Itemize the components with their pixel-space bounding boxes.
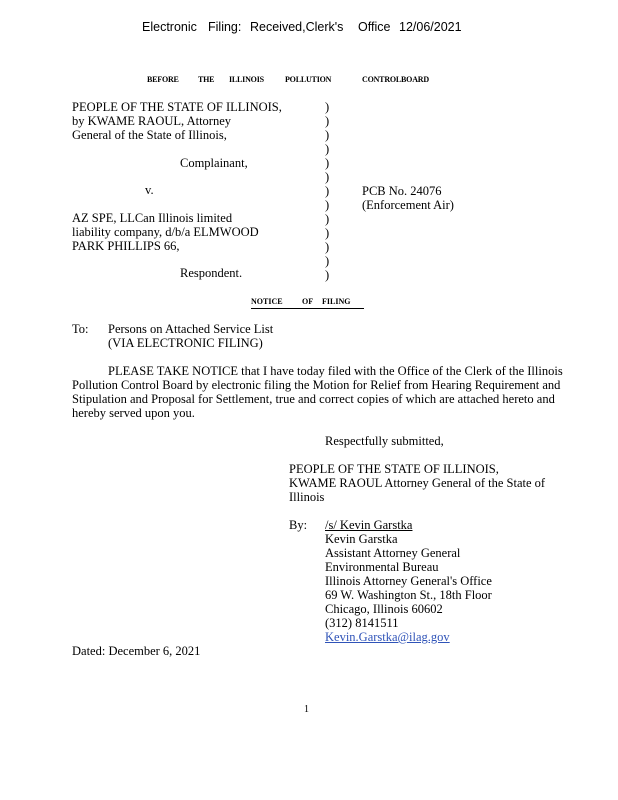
header-received: Received,Clerk's	[250, 20, 344, 34]
caption-paren: )	[325, 142, 330, 156]
caption-paren: )	[325, 212, 330, 226]
caption-paren: )	[325, 114, 330, 128]
caption-paren: )	[325, 170, 330, 184]
signer-office: Illinois Attorney General's Office	[325, 574, 492, 588]
plaintiff-line: by KWAME RAOUL, Attorney	[72, 114, 232, 128]
header-office: Office	[358, 20, 391, 34]
plaintiff-line: General of the State of Illinois,	[72, 128, 227, 142]
caption-paren: )	[325, 198, 330, 212]
plaintiff-line: PEOPLE OF THE STATE OF ILLINOIS,	[72, 100, 282, 114]
caption-paren: )	[325, 100, 330, 114]
board-title-word: CONTROLBOARD	[362, 75, 429, 84]
dated: Dated: December 6, 2021	[72, 644, 201, 658]
respondent-label: Respondent.	[180, 266, 243, 280]
body-line: hereby served upon you.	[72, 406, 195, 420]
to-label: To:	[72, 322, 89, 336]
board-title-word: POLLUTION	[285, 75, 332, 84]
board-title-word: ILLINOIS	[229, 75, 264, 84]
caption-paren: )	[325, 184, 330, 198]
header-filing: Filing:	[208, 20, 242, 34]
notice-title-word: NOTICE	[251, 297, 283, 306]
closing: Respectfully submitted,	[325, 434, 444, 448]
caption-paren: )	[325, 226, 330, 240]
caption-paren: )	[325, 156, 330, 170]
case-number: PCB No. 24076	[362, 184, 442, 198]
signer-street: 69 W. Washington St., 18th Floor	[325, 588, 492, 602]
notice-title-word: FILING	[322, 297, 351, 306]
caption-paren: )	[325, 128, 330, 142]
to-line: (VIA ELECTRONIC FILING)	[108, 336, 263, 350]
signer-email-link[interactable]: Kevin.Garstka@ilag.gov	[325, 630, 450, 644]
caption-paren: )	[325, 268, 330, 282]
to-line: Persons on Attached Service List	[108, 322, 274, 336]
signer-title: Assistant Attorney General	[325, 546, 461, 560]
signer-name: Kevin Garstka	[325, 532, 398, 546]
notice-title-underline	[251, 308, 364, 309]
caption-paren: )	[325, 254, 330, 268]
body-line: Stipulation and Proposal for Settlement, true and correct copies of which are attached hereto and	[72, 392, 555, 406]
sig-party-line: Illinois	[289, 490, 325, 504]
header-date: 12/06/2021	[399, 20, 462, 34]
caption-paren: )	[325, 240, 330, 254]
page-number: 1	[304, 704, 309, 715]
signer-bureau: Environmental Bureau	[325, 560, 439, 574]
case-type: (Enforcement Air)	[362, 198, 454, 212]
versus-label: v.	[145, 183, 154, 197]
board-title-word: BEFORE	[147, 75, 179, 84]
defendant-line: PARK PHILLIPS 66,	[72, 239, 180, 253]
defendant-line: AZ SPE, LLCan Illinois limited	[72, 211, 233, 225]
sig-party-line: KWAME RAOUL Attorney General of the State of	[289, 476, 546, 490]
header-electronic: Electronic	[142, 20, 197, 34]
notice-title-word: OF	[302, 297, 314, 306]
board-title-word: THE	[198, 75, 215, 84]
by-label: By:	[289, 518, 308, 532]
body-line: Pollution Control Board by electronic filing the Motion for Relief from Hearing Requirement and	[72, 378, 561, 392]
defendant-line: liability company, d/b/a ELMWOOD	[72, 225, 259, 239]
signer-phone: (312) 8141511	[325, 616, 399, 630]
sig-party-line: PEOPLE OF THE STATE OF ILLINOIS,	[289, 462, 499, 476]
signature: /s/ Kevin Garstka	[325, 518, 413, 532]
signer-city: Chicago, Illinois 60602	[325, 602, 443, 616]
body-line: PLEASE TAKE NOTICE that I have today filed with the Office of the Clerk of the Illinois	[108, 364, 563, 378]
complainant-label: Complainant,	[180, 156, 248, 170]
